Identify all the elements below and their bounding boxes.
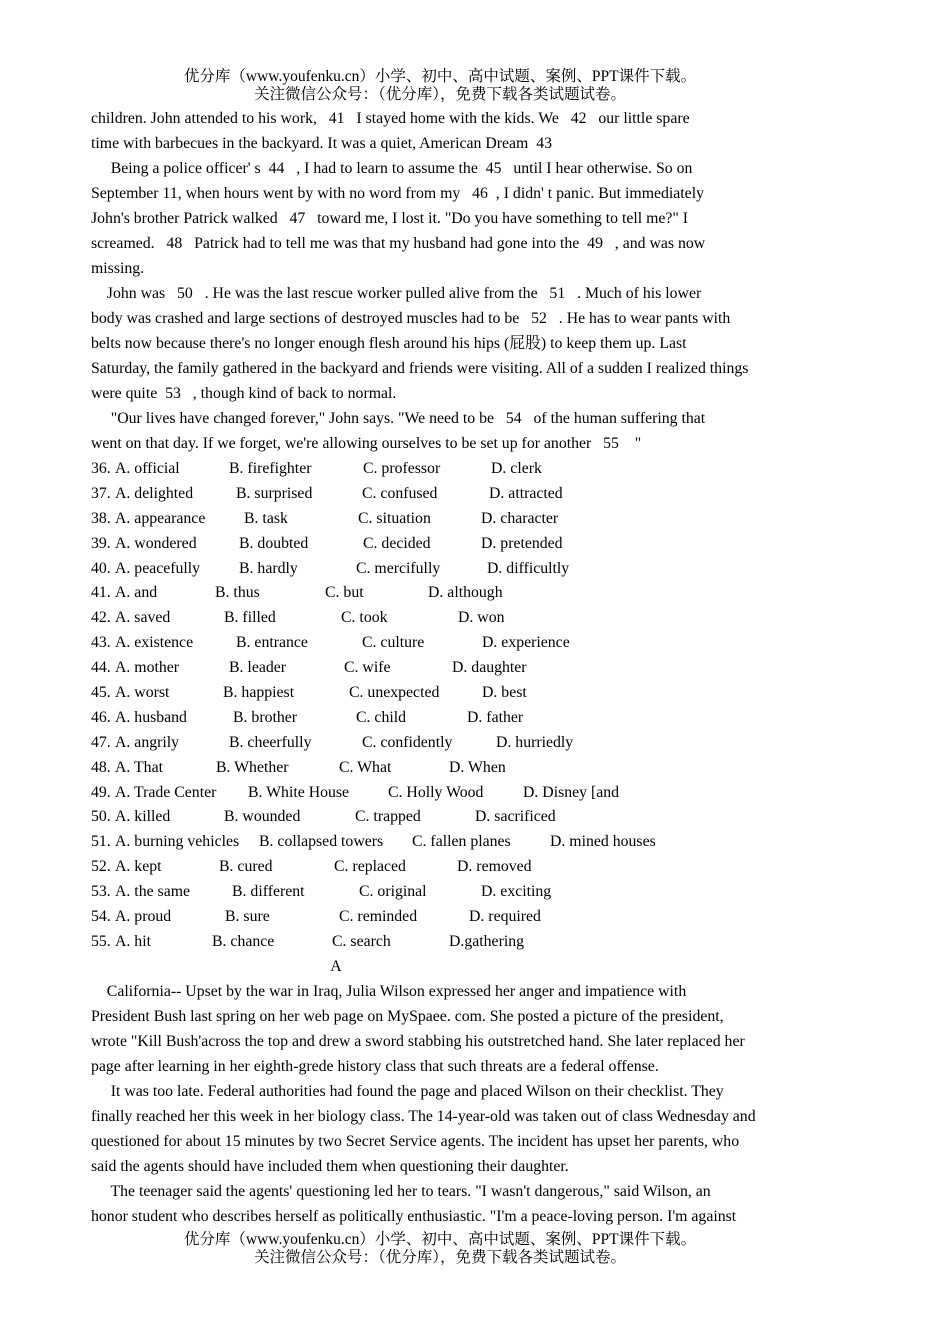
option-d: D. daughter bbox=[452, 659, 527, 677]
passage-line: page after learning in her eighth-grede history class that such threats are a federal offense. bbox=[91, 1057, 659, 1075]
option-a: A. hit bbox=[115, 932, 151, 950]
option-a: A. and bbox=[115, 584, 158, 602]
question-row bbox=[91, 904, 803, 929]
option-c: C. child bbox=[356, 708, 407, 726]
question-number: 49. bbox=[91, 783, 111, 801]
option-d: D. sacrificed bbox=[475, 808, 556, 826]
option-d: D. exciting bbox=[481, 883, 552, 901]
option-d: D. clerk bbox=[491, 460, 542, 477]
option-c: C. unexpected bbox=[349, 684, 440, 702]
option-d: D. mined houses bbox=[550, 833, 656, 851]
passage-line: wrote "Kill Bush'across the top and drew a sword stabbing his outstretched hand. She later replaced her bbox=[91, 1032, 745, 1050]
question-number: 39. bbox=[91, 534, 111, 552]
option-a: A. peacefully bbox=[115, 559, 201, 577]
option-a: A. mother bbox=[115, 659, 180, 677]
option-d: D. father bbox=[467, 708, 524, 726]
passage-line: Saturday, the family gathered in the backyard and friends were visiting. All of a sudden I realized things bbox=[91, 360, 749, 377]
passage-line: It was too late. Federal authorities had found the page and placed Wilson on their checklist. They bbox=[91, 1082, 724, 1100]
question-number: 53. bbox=[91, 883, 111, 901]
question-row bbox=[91, 481, 803, 506]
option-c: C. decided bbox=[363, 534, 431, 552]
document-body bbox=[91, 106, 803, 1229]
option-a: A. proud bbox=[115, 908, 172, 926]
option-a: A. official bbox=[115, 460, 180, 477]
option-d: D. attracted bbox=[489, 484, 563, 502]
option-a: A. That bbox=[115, 758, 163, 776]
passage-line: questioned for about 15 minutes by two Secret Service agents. The incident has upset her parents, who bbox=[91, 1132, 740, 1150]
option-d: D. although bbox=[428, 584, 503, 602]
question-row bbox=[91, 680, 803, 705]
option-b: B. happiest bbox=[223, 684, 295, 702]
option-c: C. took bbox=[341, 609, 388, 627]
question-number: 47. bbox=[91, 733, 111, 751]
passage-line: belts now because there's no longer enough flesh around his hips (屁股) to keep them up. Last bbox=[91, 335, 687, 352]
option-b: B. brother bbox=[233, 708, 298, 726]
option-d: D. required bbox=[469, 908, 541, 926]
question-number: 44. bbox=[91, 659, 111, 677]
question-number: 54. bbox=[91, 908, 111, 926]
option-b: B. cured bbox=[219, 858, 273, 876]
passage-line: September 11, when hours went by with no word from my 46 , I didn' t panic. But immediately bbox=[91, 185, 704, 202]
passage-reading-a bbox=[91, 979, 803, 1229]
question-row bbox=[91, 605, 803, 630]
question-row bbox=[91, 506, 803, 531]
passage-line: finally reached her this week in her biology class. The 14-year-old was taken out of class Wednesday and bbox=[91, 1107, 756, 1125]
option-c: C. fallen planes bbox=[412, 833, 511, 851]
question-row bbox=[91, 580, 803, 605]
question-list bbox=[91, 456, 803, 954]
question-row bbox=[91, 780, 803, 805]
option-d: D. hurriedly bbox=[496, 733, 574, 751]
option-c: C. situation bbox=[358, 509, 431, 527]
question-number: 51. bbox=[91, 833, 111, 851]
passage-line: children. John attended to his work, 41 I stayed home with the kids. We 42 our little spare bbox=[91, 110, 690, 127]
option-d: D. experience bbox=[482, 634, 570, 652]
question-row bbox=[91, 655, 803, 680]
passage-cloze bbox=[91, 106, 803, 456]
option-d: D. character bbox=[481, 509, 559, 527]
question-number: 40. bbox=[91, 559, 111, 577]
passage-line: John's brother Patrick walked 47 toward me, I lost it. "Do you have something to tell me?" I bbox=[91, 210, 689, 227]
option-b: B. White House bbox=[248, 783, 350, 801]
question-number: 37. bbox=[91, 484, 111, 502]
passage-line: went on that day. If we forget, we're allowing ourselves to be set up for another 55 " bbox=[91, 435, 642, 452]
passage-line: The teenager said the agents' questioning led her to tears. "I wasn't dangerous," said Wilson, an bbox=[91, 1182, 711, 1200]
option-a: A. wondered bbox=[115, 534, 197, 552]
option-a: A. existence bbox=[115, 634, 194, 652]
option-b: B. wounded bbox=[224, 808, 301, 826]
question-row bbox=[91, 456, 803, 481]
passage-line: were quite 53 , though kind of back to normal. bbox=[91, 385, 397, 402]
page-footer bbox=[0, 1231, 880, 1267]
option-c: C. professor bbox=[363, 460, 441, 477]
option-a: A. husband bbox=[115, 708, 187, 726]
option-d: D. removed bbox=[457, 858, 532, 876]
option-a: A. killed bbox=[115, 808, 171, 826]
option-c: C. mercifully bbox=[356, 559, 441, 577]
question-row bbox=[91, 829, 803, 854]
option-d: D. pretended bbox=[481, 534, 563, 552]
option-b: B. cheerfully bbox=[229, 733, 312, 751]
question-number: 38. bbox=[91, 509, 111, 527]
question-row bbox=[91, 929, 803, 954]
option-b: B. different bbox=[232, 883, 305, 901]
option-b: B. surprised bbox=[236, 484, 313, 502]
option-a: A. Trade Center bbox=[115, 783, 217, 801]
section-label: A bbox=[330, 957, 342, 975]
question-row bbox=[91, 804, 803, 829]
option-d: D. When bbox=[449, 758, 506, 776]
option-a: A. kept bbox=[115, 858, 162, 876]
option-a: A. burning vehicles bbox=[115, 833, 240, 851]
header-line-2: 关注微信公众号：（优分库），免费下载各类试题试卷。 bbox=[253, 86, 626, 103]
question-number: 36. bbox=[91, 460, 111, 477]
passage-line: said the agents should have included them when questioning their daughter. bbox=[91, 1157, 569, 1175]
option-c: C. but bbox=[325, 584, 364, 602]
option-b: B. hardly bbox=[239, 559, 298, 577]
question-number: 45. bbox=[91, 684, 111, 702]
passage-line: "Our lives have changed forever," John says. "We need to be 54 of the human suffering that bbox=[91, 410, 706, 427]
option-b: B. entrance bbox=[236, 634, 308, 652]
header-line-1: 优分库（www.youfenku.cn）小学、初中、高中试题、案例、PPT课件下载。 bbox=[183, 68, 697, 85]
option-b: B. Whether bbox=[216, 758, 289, 776]
option-c: C. What bbox=[339, 758, 392, 776]
question-number: 48. bbox=[91, 758, 111, 776]
question-row bbox=[91, 879, 803, 904]
option-b: B. collapsed towers bbox=[259, 833, 384, 851]
question-number: 46. bbox=[91, 708, 111, 726]
question-number: 55. bbox=[91, 932, 111, 950]
option-d: D. best bbox=[482, 684, 527, 702]
option-d: D.gathering bbox=[449, 932, 525, 950]
question-number: 43. bbox=[91, 634, 111, 652]
passage-line: screamed. 48 Patrick had to tell me was that my husband had gone into the 49 , and was now bbox=[91, 235, 706, 252]
option-b: B. firefighter bbox=[229, 460, 312, 477]
option-c: C. Holly Wood bbox=[388, 783, 484, 801]
passage-line: John was 50 . He was the last rescue worker pulled alive from the 51 . Much of his lower bbox=[91, 285, 702, 302]
option-a: A. the same bbox=[115, 883, 191, 901]
question-number: 52. bbox=[91, 858, 111, 876]
page-header bbox=[0, 68, 880, 104]
option-c: C. original bbox=[359, 883, 427, 901]
option-c: C. confused bbox=[362, 484, 438, 502]
question-row bbox=[91, 556, 803, 581]
question-row bbox=[91, 531, 803, 556]
question-row bbox=[91, 730, 803, 755]
option-b: B. thus bbox=[215, 584, 260, 602]
option-a: A. delighted bbox=[115, 484, 194, 502]
option-c: C. trapped bbox=[355, 808, 421, 826]
option-d: D. difficultly bbox=[487, 559, 570, 577]
passage-line: President Bush last spring on her web page on MySpaee. com. She posted a picture of the president, bbox=[91, 1007, 724, 1025]
question-row bbox=[91, 630, 803, 655]
option-c: C. culture bbox=[362, 634, 425, 652]
option-d: D. won bbox=[458, 609, 505, 627]
question-row bbox=[91, 854, 803, 879]
option-c: C. reminded bbox=[339, 908, 418, 926]
passage-line: California-- Upset by the war in Iraq, Julia Wilson expressed her anger and impatience with bbox=[91, 982, 687, 1000]
option-a: A. appearance bbox=[115, 509, 206, 527]
footer-line-1: 优分库（www.youfenku.cn）小学、初中、高中试题、案例、PPT课件下载。 bbox=[183, 1231, 697, 1248]
option-b: B. task bbox=[244, 509, 288, 527]
option-d: D. Disney [and bbox=[523, 783, 620, 801]
passage-line: honor student who describes herself as politically enthusiastic. "I'm a peace-loving person. I'm against bbox=[91, 1207, 737, 1225]
passage-line: missing. bbox=[91, 260, 145, 277]
option-c: C. search bbox=[332, 932, 391, 950]
option-c: C. confidently bbox=[362, 733, 453, 751]
option-a: A. angrily bbox=[115, 733, 180, 751]
option-c: C. replaced bbox=[334, 858, 406, 876]
passage-line: body was crashed and large sections of destroyed muscles had to be 52 . He has to wear pants with bbox=[91, 310, 731, 327]
footer-line-2: 关注微信公众号：（优分库），免费下载各类试题试卷。 bbox=[253, 1249, 626, 1266]
option-b: B. sure bbox=[225, 908, 270, 926]
passage-line: time with barbecues in the backyard. It was a quiet, American Dream 43 bbox=[91, 135, 553, 152]
question-number: 42. bbox=[91, 609, 111, 627]
question-number: 50. bbox=[91, 808, 111, 826]
question-row bbox=[91, 755, 803, 780]
option-b: B. doubted bbox=[239, 534, 309, 552]
option-a: A. saved bbox=[115, 609, 171, 627]
option-b: B. filled bbox=[224, 609, 276, 627]
option-b: B. chance bbox=[212, 932, 275, 950]
option-b: B. leader bbox=[229, 659, 287, 677]
option-c: C. wife bbox=[344, 659, 391, 677]
question-number: 41. bbox=[91, 584, 111, 602]
option-a: A. worst bbox=[115, 684, 170, 702]
passage-line: Being a police officer' s 44 , I had to learn to assume the 45 until I hear otherwise. So on bbox=[91, 160, 693, 177]
question-row bbox=[91, 705, 803, 730]
